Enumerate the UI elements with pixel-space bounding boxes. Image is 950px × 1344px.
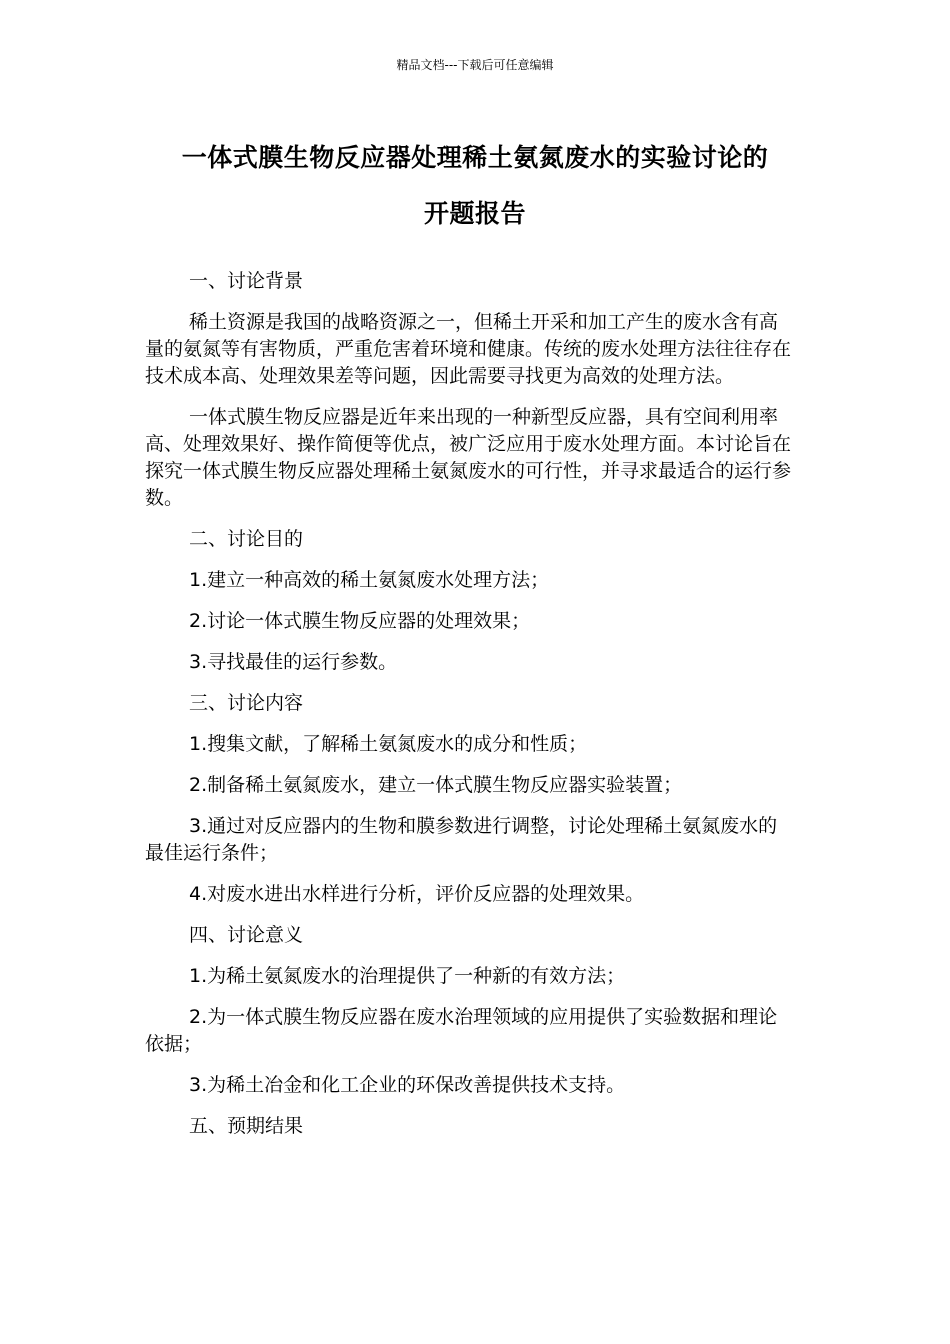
- list-item: 2.为一体式膜生物反应器在废水治理领域的应用提供了实验数据和理论依据；: [145, 1006, 778, 1055]
- section-heading-purpose: 二、讨论目的: [189, 528, 304, 550]
- body-paragraph: 稀土资源是我国的战略资源之一，但稀土开采和加工产生的废水含有高量的氨氮等有害物质，严重危害着环境和健康。传统的废水处理方法往往存在技术成本高、处理效果差等问题，因此需要寻找更为高效的处理方法。: [145, 311, 792, 387]
- document-title: [100, 130, 850, 242]
- section-heading-content: 三、讨论内容: [189, 692, 304, 714]
- section-heading-background: 一、讨论背景: [189, 270, 304, 292]
- section-heading-expected-results: 五、预期结果: [189, 1115, 304, 1137]
- list-item: 3.寻找最佳的运行参数。: [189, 651, 398, 673]
- list-item: 2.讨论一体式膜生物反应器的处理效果；: [189, 610, 531, 632]
- section-heading-significance: 四、讨论意义: [189, 924, 304, 946]
- list-item: 1.搜集文献，了解稀土氨氮废水的成分和性质；: [189, 733, 588, 755]
- list-item: 1.为稀土氨氮废水的治理提供了一种新的有效方法；: [189, 965, 626, 987]
- list-item: 3.为稀土冶金和化工企业的环保改善提供技术支持。: [189, 1074, 626, 1096]
- list-item: 3.通过对反应器内的生物和膜参数进行调整，讨论处理稀土氨氮废水的最佳运行条件；: [145, 815, 778, 864]
- document-body: [145, 268, 795, 1154]
- list-item: 4.对废水进出水样进行分析，评价反应器的处理效果。: [189, 883, 645, 905]
- page-header: 精品文档---下载后可任意编辑: [396, 58, 554, 72]
- title-line-2: 开题报告: [423, 199, 526, 228]
- body-paragraph: 一体式膜生物反应器是近年来出现的一种新型反应器，具有空间利用率高、处理效果好、操作简便等优点，被广泛应用于废水处理方面。本讨论旨在探究一体式膜生物反应器处理稀土氨氮废水的可行性，并寻求最适合的运行参数。: [145, 406, 792, 509]
- title-line-1: 一体式膜生物反应器处理稀土氨氮废水的实验讨论的: [181, 143, 769, 172]
- list-item: 1.建立一种高效的稀土氨氮废水处理方法；: [189, 569, 550, 591]
- list-item: 2.制备稀土氨氮废水，建立一体式膜生物反应器实验装置；: [189, 774, 683, 796]
